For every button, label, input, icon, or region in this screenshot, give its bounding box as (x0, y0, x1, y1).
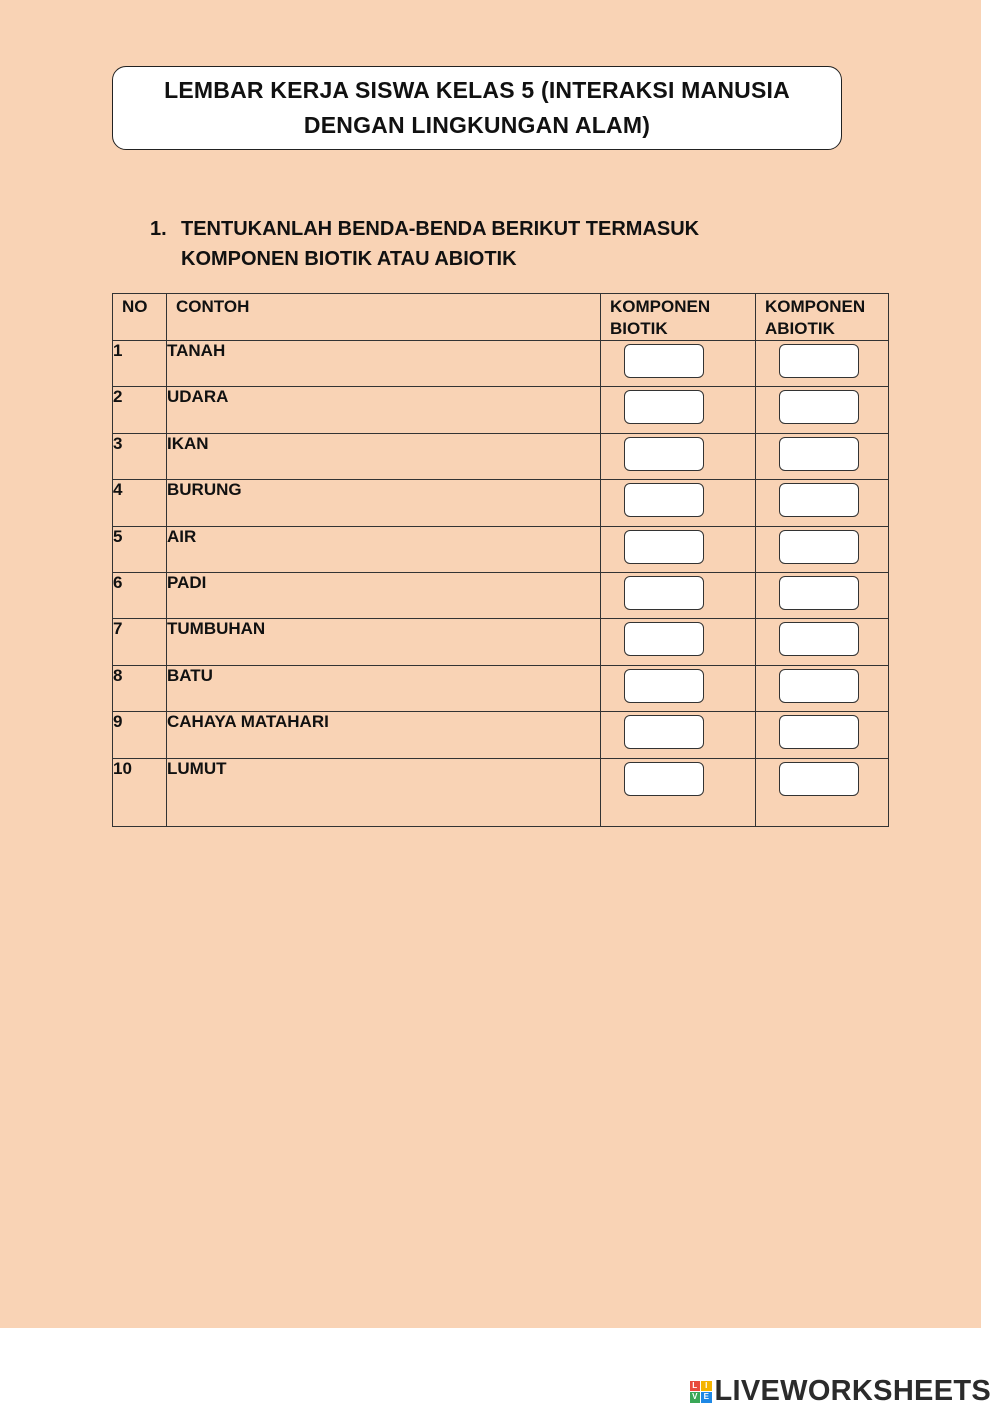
biotik-cell (601, 526, 756, 572)
biotik-cell (601, 433, 756, 479)
abiotik-cell (756, 712, 889, 758)
row-number: 7 (113, 619, 167, 665)
table-row (113, 341, 889, 387)
row-number: 1 (113, 341, 167, 387)
row-example: CAHAYA MATAHARI (167, 712, 601, 758)
abiotik-cell (756, 572, 889, 618)
abiotik-answer-box[interactable] (779, 762, 859, 796)
liveworksheets-brand (690, 1375, 992, 1408)
biotik-answer-box[interactable] (624, 344, 704, 378)
abiotik-cell (756, 480, 889, 526)
biotik-answer-box[interactable] (624, 715, 704, 749)
abiotik-answer-box[interactable] (779, 715, 859, 749)
row-number: 8 (113, 665, 167, 711)
table-row (113, 433, 889, 479)
biotik-cell (601, 572, 756, 618)
logo-letter: E (701, 1392, 712, 1403)
row-number: 5 (113, 526, 167, 572)
row-number: 10 (113, 758, 167, 826)
table-row (113, 526, 889, 572)
biotik-cell (601, 758, 756, 826)
abiotik-cell (756, 665, 889, 711)
row-number: 3 (113, 433, 167, 479)
instruction (150, 214, 850, 274)
abiotik-answer-box[interactable] (779, 390, 859, 424)
table-row (113, 619, 889, 665)
table-row (113, 572, 889, 618)
row-example: BATU (167, 665, 601, 711)
header-abiotik: KOMPONEN ABIOTIK (756, 294, 889, 341)
biotik-cell (601, 712, 756, 758)
biotik-answer-box[interactable] (624, 483, 704, 517)
biotik-cell (601, 341, 756, 387)
biotik-answer-box[interactable] (624, 762, 704, 796)
abiotik-cell (756, 387, 889, 433)
header-biotik: KOMPONEN BIOTIK (601, 294, 756, 341)
table-row (113, 758, 889, 826)
abiotik-answer-box[interactable] (779, 483, 859, 517)
liveworksheets-logo-icon (690, 1381, 712, 1403)
abiotik-answer-box[interactable] (779, 669, 859, 703)
worksheet-title: LEMBAR KERJA SISWA KELAS 5 (INTERAKSI MANUSIA DENGAN LINGKUNGAN ALAM) (164, 77, 790, 138)
biotik-cell (601, 480, 756, 526)
logo-letter: L (690, 1381, 701, 1392)
row-example: PADI (167, 572, 601, 618)
row-example: UDARA (167, 387, 601, 433)
classification-table (112, 293, 889, 827)
abiotik-answer-box[interactable] (779, 576, 859, 610)
table-row (113, 712, 889, 758)
row-example: TANAH (167, 341, 601, 387)
logo-letter: V (690, 1392, 701, 1403)
row-number: 9 (113, 712, 167, 758)
row-number: 4 (113, 480, 167, 526)
header-no: NO (113, 294, 167, 341)
row-example: LUMUT (167, 758, 601, 826)
biotik-answer-box[interactable] (624, 576, 704, 610)
biotik-answer-box[interactable] (624, 669, 704, 703)
biotik-cell (601, 619, 756, 665)
abiotik-cell (756, 526, 889, 572)
biotik-cell (601, 665, 756, 711)
worksheet-title-box (112, 66, 842, 150)
instruction-number: 1. (150, 218, 167, 240)
table-header-row (113, 294, 889, 341)
row-example: BURUNG (167, 480, 601, 526)
table-row (113, 665, 889, 711)
table-row (113, 480, 889, 526)
abiotik-cell (756, 433, 889, 479)
brand-text: LIVEWORKSHEETS (714, 1375, 991, 1407)
abiotik-cell (756, 619, 889, 665)
table-row (113, 387, 889, 433)
biotik-answer-box[interactable] (624, 437, 704, 471)
instruction-text: TENTUKANLAH BENDA-BENDA BERIKUT TERMASUK KOMPONEN BIOTIK ATAU ABIOTIK (181, 218, 700, 270)
row-number: 6 (113, 572, 167, 618)
abiotik-answer-box[interactable] (779, 437, 859, 471)
abiotik-answer-box[interactable] (779, 622, 859, 656)
row-example: AIR (167, 526, 601, 572)
biotik-answer-box[interactable] (624, 622, 704, 656)
biotik-answer-box[interactable] (624, 390, 704, 424)
row-number: 2 (113, 387, 167, 433)
abiotik-cell (756, 341, 889, 387)
biotik-cell (601, 387, 756, 433)
row-example: IKAN (167, 433, 601, 479)
abiotik-cell (756, 758, 889, 826)
logo-letter: I (701, 1381, 712, 1392)
biotik-answer-box[interactable] (624, 530, 704, 564)
header-contoh: CONTOH (167, 294, 601, 341)
abiotik-answer-box[interactable] (779, 530, 859, 564)
abiotik-answer-box[interactable] (779, 344, 859, 378)
row-example: TUMBUHAN (167, 619, 601, 665)
